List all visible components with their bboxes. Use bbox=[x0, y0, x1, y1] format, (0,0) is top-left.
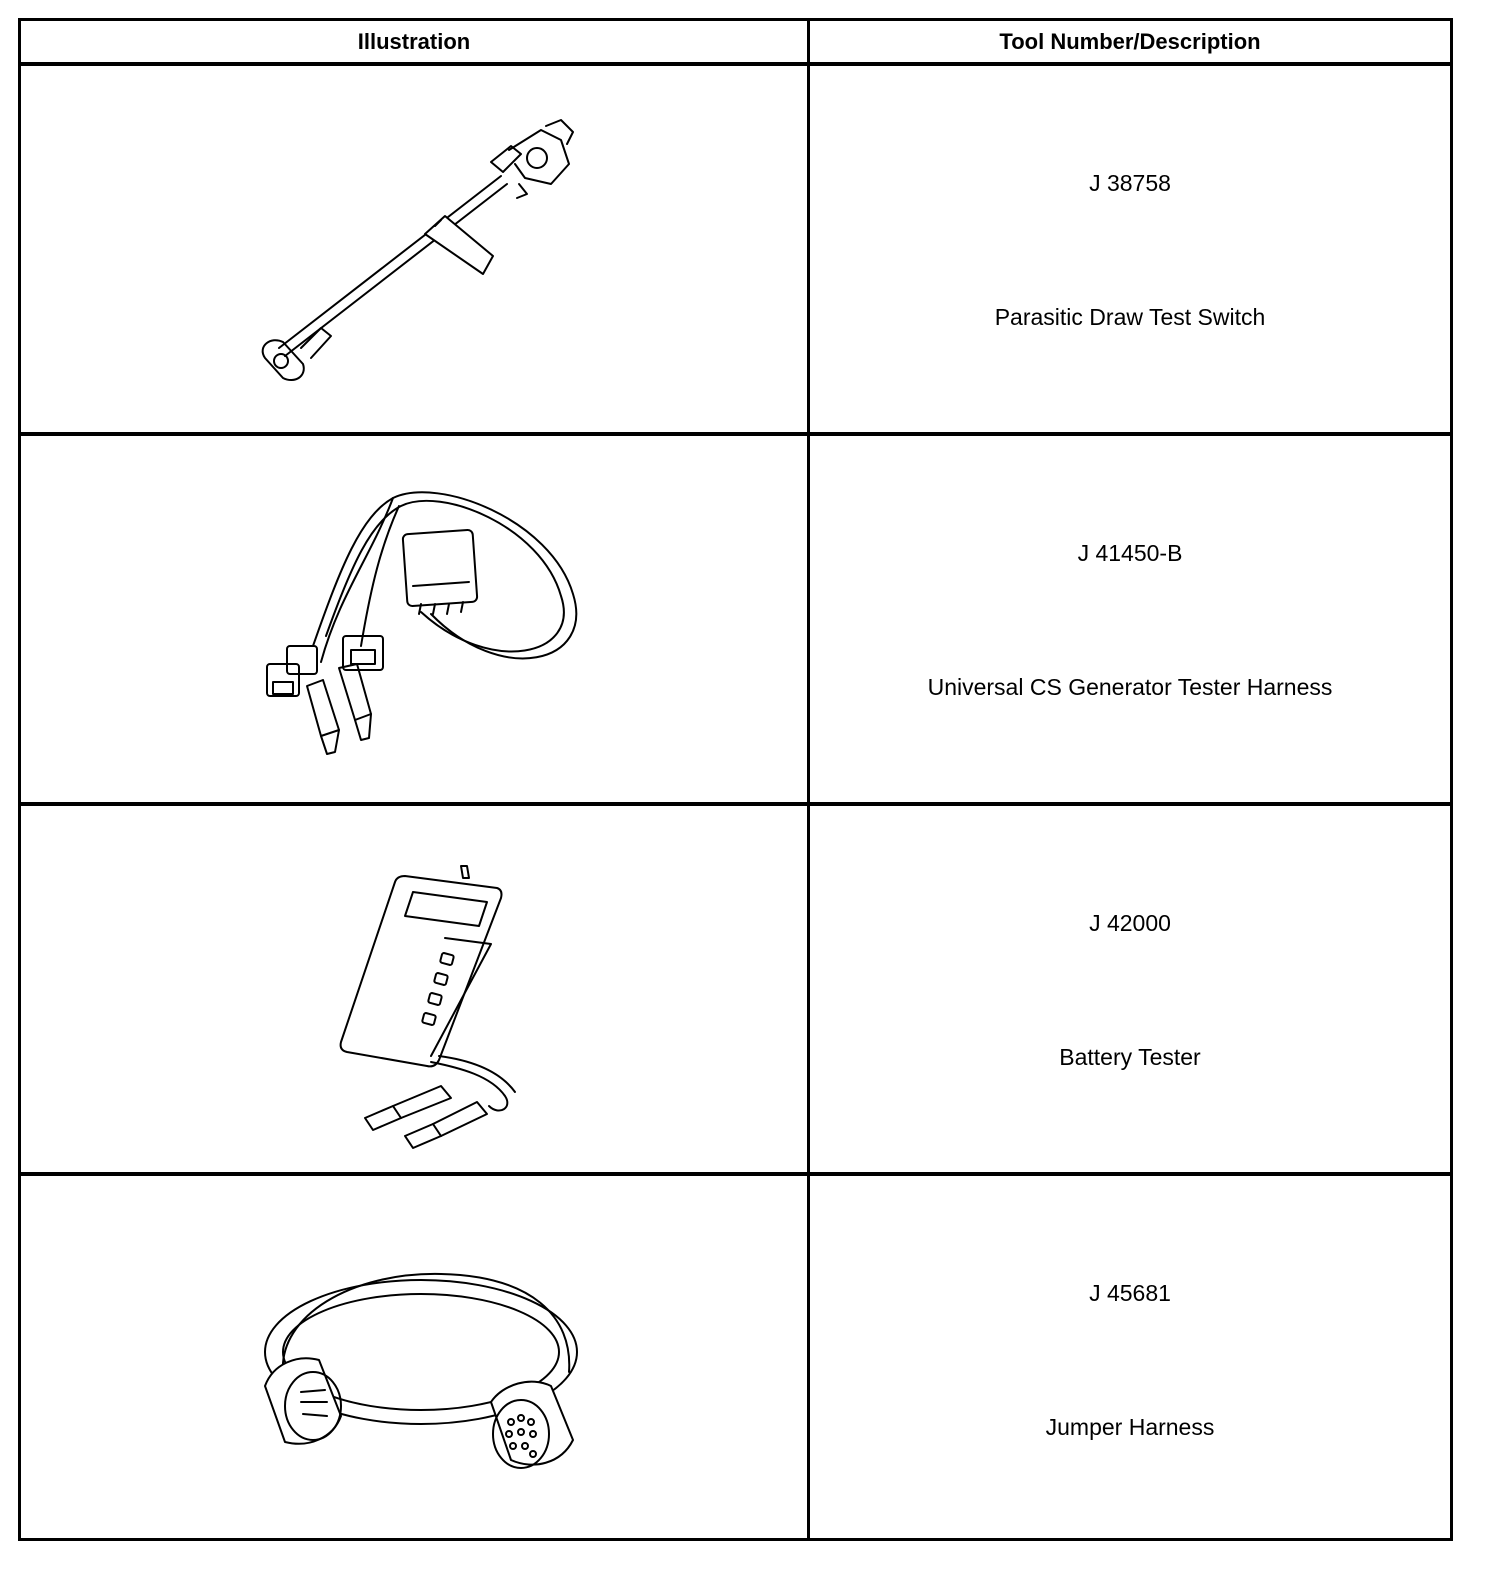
tool-number: J 38758 bbox=[1089, 170, 1171, 196]
table-header-row bbox=[21, 21, 1450, 66]
illustration-cell bbox=[21, 436, 810, 802]
tool-number: J 42000 bbox=[1089, 910, 1171, 936]
tool-description: Jumper Harness bbox=[1045, 1414, 1215, 1440]
illustration-column-header: Illustration bbox=[21, 21, 810, 62]
illustration-cell bbox=[21, 1176, 810, 1538]
tool-cell bbox=[810, 66, 1450, 432]
tool-column-header: Tool Number/Description bbox=[999, 28, 1261, 54]
parasitic-draw-test-switch-illustration bbox=[21, 66, 807, 432]
tool-description: Universal CS Generator Tester Harness bbox=[927, 674, 1333, 700]
tool-number: J 41450-B bbox=[1077, 540, 1183, 566]
tool-cell bbox=[810, 436, 1450, 802]
illustration-cell bbox=[21, 66, 810, 432]
jumper-harness-illustration bbox=[21, 1176, 807, 1538]
illustration-cell bbox=[21, 806, 810, 1172]
tools-table bbox=[18, 18, 1453, 1541]
table-row bbox=[21, 66, 1450, 436]
battery-tester-illustration bbox=[21, 806, 807, 1172]
generator-tester-harness-illustration bbox=[21, 436, 807, 802]
tool-cell bbox=[810, 1176, 1450, 1538]
tool-number: J 45681 bbox=[1089, 1280, 1171, 1306]
table-row bbox=[21, 436, 1450, 806]
tool-description: Battery Tester bbox=[1059, 1044, 1201, 1070]
table-row bbox=[21, 1176, 1450, 1538]
table-row bbox=[21, 806, 1450, 1176]
tool-cell bbox=[810, 806, 1450, 1172]
tool-description: Parasitic Draw Test Switch bbox=[994, 304, 1266, 330]
